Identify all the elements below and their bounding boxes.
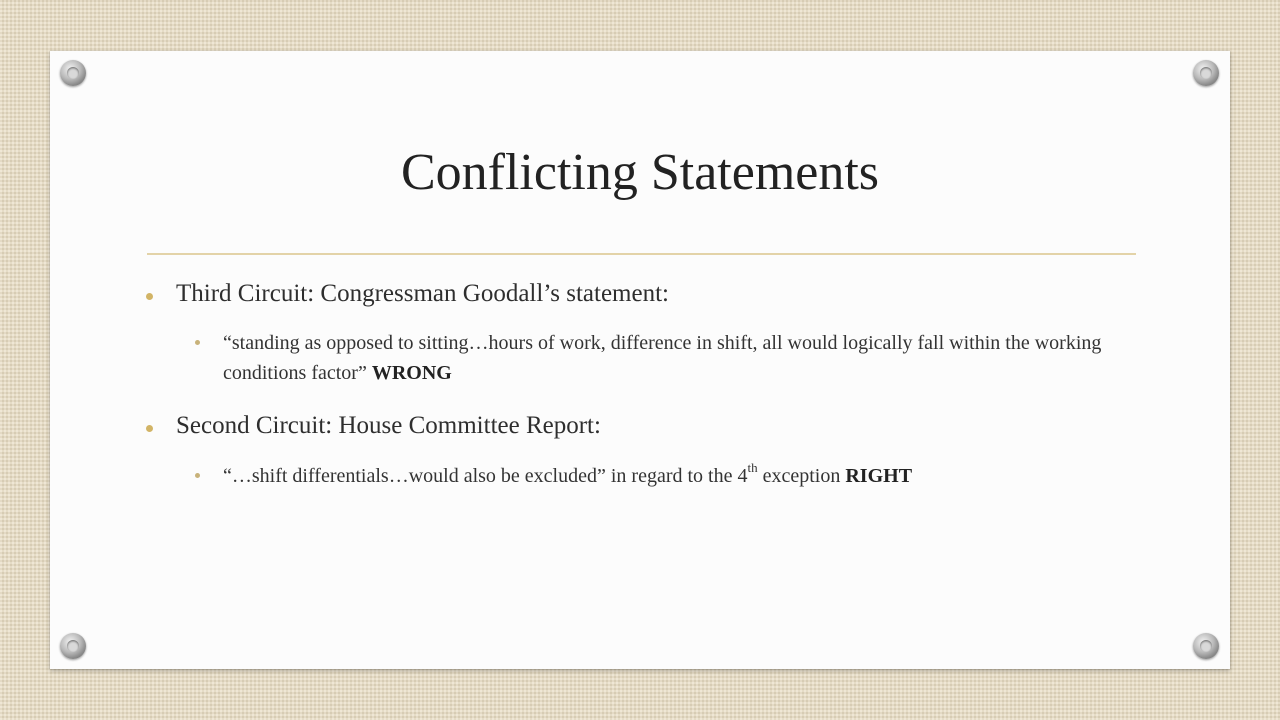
bullet-icon bbox=[146, 425, 153, 432]
quote-text: “…shift differentials…would also be excluded” in regard to the 4 bbox=[223, 465, 748, 487]
verdict-right: RIGHT bbox=[845, 465, 913, 487]
slide-card bbox=[50, 51, 1230, 669]
sub-bullet-goodall-quote bbox=[223, 328, 1123, 388]
bullet-icon bbox=[146, 293, 153, 300]
slide-content bbox=[50, 51, 1230, 669]
quote-text-end: exception bbox=[762, 465, 841, 487]
sub-bullet-committee-quote bbox=[223, 461, 1123, 491]
ordinal-superscript: th bbox=[747, 460, 758, 476]
verdict-wrong: WRONG bbox=[371, 362, 452, 384]
slide-title: Conflicting Statements bbox=[400, 144, 880, 201]
sub-bullet-icon bbox=[195, 340, 200, 345]
bullet-third-circuit: Third Circuit: Congressman Goodall’s statement: bbox=[176, 280, 669, 307]
sub-bullet-icon bbox=[195, 473, 200, 478]
bullet-second-circuit: Second Circuit: House Committee Report: bbox=[176, 412, 601, 439]
quote-text: “standing as opposed to sitting…hours of work, difference in shift, all would logically fall within the working conditions factor” bbox=[223, 332, 1102, 384]
